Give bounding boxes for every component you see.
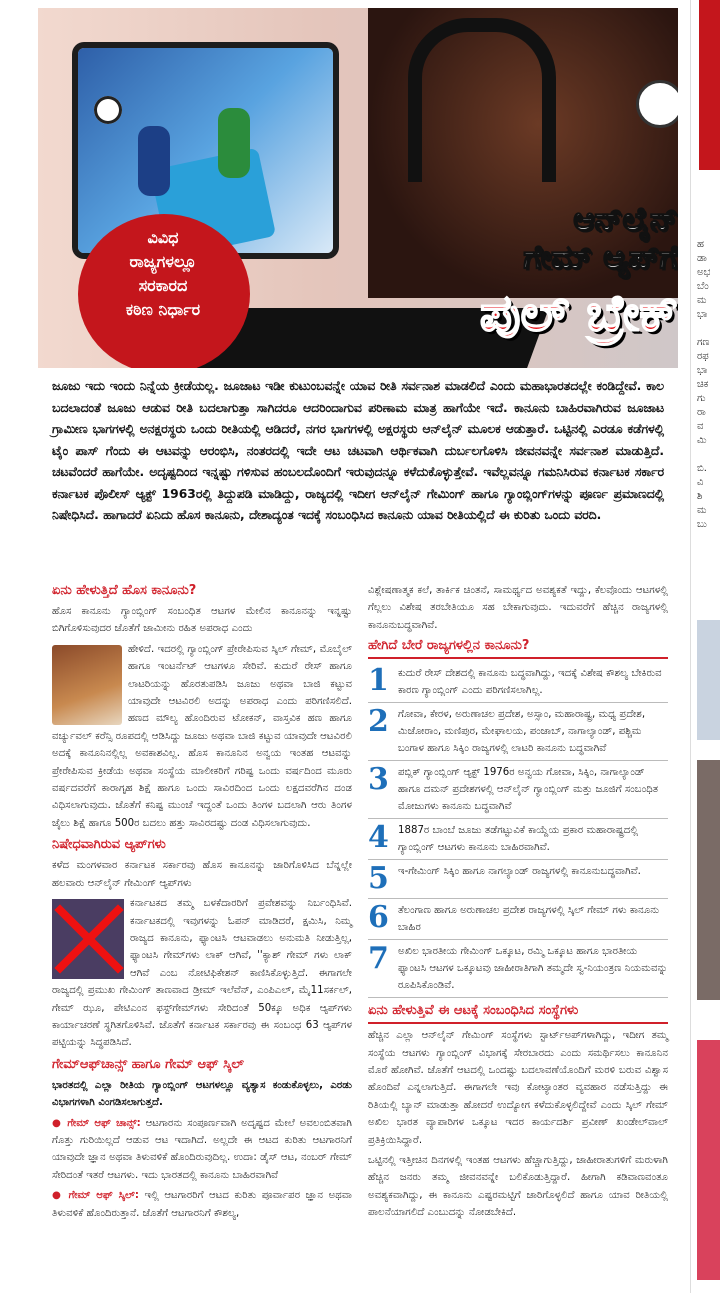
hero-banner [38, 8, 678, 368]
section-heading: ಹೇಗಿದೆ ಬೇರೆ ರಾಜ್ಯಗಳಲ್ಲಿನ ಕಾನೂನು? [368, 637, 668, 659]
bullet-label: ಗೇಮ್ ಆಫ್ ಚಾನ್ಸ್: [67, 1117, 141, 1129]
item-text: ತೆಲಂಗಾಣ ಹಾಗೂ ಅರುಣಾಚಲ ಪ್ರದೇಶ ರಾಜ್ಯಗಳಲ್ಲಿ ಸ್ಕಿಲ್ ಗೇಮ್ ಗಳು ಕಾನೂನು ಬಾಹಿರ [398, 905, 660, 934]
paragraph: ಹೇಳಿದೆ. ಇದರಲ್ಲಿ ಗ್ಯಾಂಬ್ಲಿಂಗ್ ಪ್ರೇರೇಪಿಸುವ ಸ್ಕಿಲ್ ಗೇಮ್, ಮೊಬೈಲ್ ಹಾಗೂ ಇಂಟರ್ನೆಟ್ ಆಟಗಳೂ ಸೇರಿವೆ. ಕುದುರೆ ರೇಸ್ ಹಾಗೂ ಲಾಟರಿಯನ್ನು ಹೊರತುಪಡಿಸಿ ಜೂಜು ಅಥವಾ ಬಾಜಿ ಕಟ್ಟುವ ಯಾವುದೇ ಆಟವಿರಲಿ ಅದನ್ನು ಅಪರಾಧ ಎಂದು ಪರಿಗಣಿಸಲಿದೆ. ಹಣದ ಮೌಲ್ಯ ಹೊಂದಿರುವ ಟೋಕನ್, ವಾಸ್ತವಿಕ ಹಣ ಹಾಗೂ ವರ್ಚ್ಯುವಲ್ ಕರೆನ್ಸಿ ರೂಪದಲ್ಲಿ ಆಡಿಸಿದ್ದು ಜೂಜು ಅಥವಾ ಬಾಜಿ ಕಟ್ಟುವ ಯಾವುದೇ ಆಟವಿರಲಿ ಅದಕ್ಕೆ ಕಾನೂನಿನಲ್ಲಿಲ್ಲ ಅವಕಾಶವಿಲ್ಲ. ಹೊಸ ಕಾನೂನಿನ ಅನ್ವಯ ಇಂತಹ ಆಟವನ್ನು ಪ್ರೇರೇಪಿಸುವ ಕ್ರೀಡೆಯ ಅಥವಾ ಸಂಸ್ಥೆಯ ಮಾಲೀಕರಿಗೆ ಗರಿಷ್ಟ ಒಂದು ವರ್ಷದಿಂದ ಮೂರು ವರ್ಷದವರೆಗೆ ಕಾರಾಗೃಹ ಶಿಕ್ಷೆ ಹಾಗೂ ಒಂದು ಸಾವಿರದಿಂದ ಒಂದು ಲಕ್ಷದವರೆಗಿನ ದಂಡ ವಿಧಿಸಲಾಗುವುದು. ಜೊತೆಗೆ ಕನಿಷ್ಟ ಮುಂಚೆ ಇದ್ದಂತೆ ಒಂದು ತಿಂಗಳ ಬದಲಾಗಿ ಆರು ತಿಂಗಳ ಜೈಲು ಶಿಕ್ಷೆ ಹಾಗೂ 500ರ ಬದಲು ಹತ್ತು ಸಾವಿರದಷ್ಟು ದಂಡ ವಿಧಿಸಲಾಗುವುದು. [52, 643, 352, 829]
adjacent-photo [697, 620, 720, 740]
bullet-text: ಆಟಗಾರನು ಸಂಪೂರ್ಣವಾಗಿ ಅದೃಷ್ಟದ ಮೇಲೆ ಅವಲಂಬಿತವಾಗಿ ಗೊತ್ತು ಗುರಿಯಿಲ್ಲದೆ ಆಡುವ ಆಟ ಇದಾಗಿದೆ. ಅಲ್ಲದೇ ಈ ಆಟದ ಕುರಿತು ಆಟಗಾರನಿಗೆ ಯಾವುದೇ ಜ್ಞಾನ ಅಥವಾ ತಿಳುವಳಿಕೆ ಹೊಂದಿರುವುದಿಲ್ಲ. ಉದಾ: ಡೈಸ್ ಆಟ, ನಂಬರ್ ಗೇಮ್ ಸೇರಿದಂತೆ ಇತರೆ ಆಟಗಳು. ಇದು ಭಾರತದಲ್ಲಿ ಕಾನೂನು ಬಾಹಿರವಾಗಿವೆ [52, 1117, 352, 1181]
paragraph: ಭಾರತದಲ್ಲಿ ಎಲ್ಲಾ ರೀತಿಯ ಗ್ಯಾಂಬ್ಲಿಂಗ್ ಆಟಗಳಲ್ಲೂ ವ್ಯತ್ಯಾಸ ಕಂಡುಕೊಳ್ಳಲು, ಎರಡು ವಿಭಾಗಗಳಾಗಿ ವಿಂಗಡಿಸಲಾಗುತ್ತದೆ. [52, 1079, 352, 1109]
numbered-item [368, 662, 668, 703]
headline-line: ಗೇಮ್ ಆ್ಯಪ್‌ಗೆ [523, 238, 678, 276]
item-number: 2 [368, 704, 389, 740]
circle-line: ಸರಕಾರದ [138, 276, 188, 295]
rail-line: ಅಭ [697, 267, 711, 278]
numbered-item [368, 703, 668, 761]
wall-clock-icon [636, 80, 678, 128]
numbered-item [368, 899, 668, 940]
item-text: ಕುದುರೆ ರೇಸ್ ದೇಶದಲ್ಲಿ ಕಾನೂನು ಬದ್ಧವಾಗಿದ್ದು, ಇದಕ್ಕೆ ವಿಶೇಷ ಕೌಶಲ್ಯ ಬೇಕಿರುವ ಕಾರಣ ಗ್ಯಾಂಬ್ಲಿಂಗ್ ಎಂದು ಪರಿಗಣಿಸಲಾಗಿಲ್ಲ. [398, 668, 662, 697]
adjacent-photo [697, 1040, 720, 1280]
rail-line: ರಾ [697, 407, 706, 418]
bullet-text: ಇಲ್ಲಿ ಆಟಗಾರರಿಗೆ ಆಟದ ಕುರಿತು ಪೂರ್ವಾಪರ ಜ್ಞಾನ ಅಥವಾ ತಿಳುವಳಿಕೆ ಹೊಂದಿರುತ್ತಾನೆ. ಜೊತೆಗೆ ಆಟಗಾರನಿಗೆ ಕೌಶಲ್ಯ, [52, 1190, 353, 1219]
item-text: ಗೋವಾ, ಕೇರಳ, ಅರುಣಾಚಲ ಪ್ರದೇಶ, ಅಸ್ಸಾಂ, ಮಹಾರಾಷ್ಟ್ರ, ಮಧ್ಯ ಪ್ರದೇಶ, ಮಿಜೋರಾಂ, ಮಣಿಪುರ, ಮೇಘಾಲಯ, ಪಂಜಾಬ್, ನಾಗಾಲ್ಯಾಂಡ್, ಪಶ್ಚಿಮ ಬಂಗಾಳ ಹಾಗೂ ಸಿಕ್ಕಿಂ ರಾಜ್ಯಗಳಲ್ಲಿ ಲಾಟರಿ ಕಾನೂನು ಬದ್ಧವಾಗಿವೆ [398, 709, 646, 755]
bullet-icon: ● [52, 1190, 64, 1202]
rail-line: ಚಿಕ [697, 379, 709, 390]
adjacent-red-banner [699, 0, 720, 170]
headline-top [418, 200, 678, 276]
rail-line: ವಿ [697, 477, 704, 488]
rail-line: ರಫ [697, 351, 709, 362]
rail-line: ಮ [697, 295, 707, 306]
rail-line: ಗು [697, 393, 706, 404]
item-text: ಪಬ್ಲಿಕ್ ಗ್ಯಾಂಬ್ಲಿಂಗ್ ಆ್ಯಕ್ಟ್ 1976ರ ಅನ್ವಯ ಗೋವಾ, ಸಿಕ್ಕಿಂ, ನಾಗಾಲ್ಯಾಂಡ್ ಹಾಗೂ ದಮನ್ ಪ್ರದೇಶಗಳಲ್ಲಿ ಆನ್‌ಲೈನ್ ಗ್ಯಾಂಬ್ಲಿಂಗ್ ಮತ್ತು ಜೂಜಿಗೆ ಸಂಬಂಧಿತ ಮೋಜುಗಳು ಕಾನೂನು ಬದ್ಧವಾಗಿವೆ [398, 767, 659, 813]
rail-line: ಹ [697, 239, 704, 250]
rail-line: ಮಿ [697, 435, 707, 446]
rail-line: ಶಿ [697, 491, 703, 502]
numbered-item [368, 940, 668, 998]
rail-line: ಡಾ [697, 253, 707, 264]
right-column [368, 582, 668, 1225]
adjacent-photo [697, 760, 720, 1000]
bullet-paragraph [52, 1115, 352, 1185]
player-figure [138, 126, 170, 196]
rail-line: ಬೆಂ [697, 281, 709, 292]
rail-line: ಬಿ. [697, 463, 707, 474]
left-column [52, 582, 352, 1225]
headline-line: ಆನ್‌ಲೈನ್ [573, 200, 678, 238]
numbered-item [368, 761, 668, 819]
section-heading: ಗೇಮ್‌ಆಫ್‌ಚಾನ್ಸ್ ಹಾಗೂ ಗೇಮ್ ಆಫ್ ಸ್ಕಿಲ್ [52, 1056, 244, 1072]
banned-apps-image [52, 899, 124, 979]
item-number: 3 [368, 762, 389, 798]
bullet-label: ಗೇಮ್ ಆಫ್ ಸ್ಕಿಲ್: [68, 1190, 140, 1202]
gavel-image [52, 645, 122, 725]
rail-line: ಗಣ [697, 337, 710, 348]
rail-line: ವ [697, 421, 704, 432]
rail-line: ಭಾ [697, 309, 708, 320]
intro-paragraph: ಜೂಜು ಇದು ಇಂದು ನಿನ್ನೆಯ ಕ್ರೀಡೆಯಲ್ಲ. ಜೂಜಾಟ ಇಡೀ ಕುಟುಂಬವನ್ನೇ ಯಾವ ರೀತಿ ಸರ್ವನಾಶ ಮಾಡಲಿದೆ ಎಂದು ಮಹಾಭಾರತದಲ್ಲೇ ಕಂಡಿದ್ದೇವೆ. ಕಾಲ ಬದಲಾದಂತೆ ಜೂಜು ಆಡುವ ರೀತಿ ಬದಲಾಗುತ್ತಾ ಸಾಗಿದರೂ ಆದರಿಂದಾಗುವ ಪರಿಣಾಮ ಮಾತ್ರ ಹಾಗೆಯೇ ಇದೆ. ಕಾನೂನು ಬಾಹಿರವಾಗಿರುವ ಜೂಜಾಟ ಗ್ರಾಮೀಣ ಭಾಗಗಳಲ್ಲಿ ಅನಕ್ಷರಸ್ಥರು ಒಂದು ರೀತಿಯಲ್ಲಿ ಆಡಿದರೆ, ನಗರ ಭಾಗಗಳಲ್ಲಿ ಅಕ್ಷರಸ್ಥರು ಆನ್‌ಲೈನ್ ಮೂಲಕ ಆಡುತ್ತಾರೆ. ಒಟ್ಟಿನಲ್ಲಿ ಎರಡೂ ಕಡೆಗಳಲ್ಲಿ ಟೈಂ ಪಾಸ್ ಗೆಂದು ಈ ಆಟವನ್ನು ಆರಂಭಿಸಿ, ನಂತರದಲ್ಲಿ ಇದೇ ಆಟ ಚಟವಾಗಿ ಆರ್ಥಿಕವಾಗಿ ದುರ್ಬಲಗೊಳಿಸಿ ಜೀವನವನ್ನೇ ಸರ್ವನಾಶ ಮಾಡುತ್ತಿದೆ. ಚಟವೆಂದರೆ ಹಾಗೆಯೇ. ಅದೃಷ್ಟದಿಂದ ಇನ್ನಷ್ಟು ಗಳಿಸುವ ಹಂಬಲದೊಂದಿಗೆ ಇರುವುದನ್ನೂ ಕಳೆದುಕೊಳ್ಳುತ್ತೇವೆ. ಇವೆಲ್ಲವನ್ನೂ ಗಮನಿಸಿರುವ ಕರ್ನಾಟಕ ಸರ್ಕಾರ ಕರ್ನಾಟಕ ಪೊಲೀಸ್ ಆ್ಯಕ್ಟ್ 1963ರಲ್ಲಿ ತಿದ್ದುಪಡಿ ಮಾಡಿದ್ದು, ರಾಜ್ಯದಲ್ಲಿ ಇದೀಗ ಆನ್‌ಲೈನ್ ಗೇಮಿಂಗ್ ಹಾಗೂ ಗ್ಯಾಂಬ್ಲಿಂಗ್‌ಗಳನ್ನು ಪೂರ್ಣ ಪ್ರಮಾಣದಲ್ಲಿ ನಿಷೇಧಿಸಿದೆ. ಹಾಗಾದರೆ ಏನಿದು ಹೊಸ ಕಾನೂನು, ದೇಶಾದ್ಯಂತ ಇದಕ್ಕೆ ಸಂಬಂಧಿಸಿದ ಕಾನೂನು ಯಾವ ರೀತಿಯಲ್ಲಿದೆ ಈ ಕುರಿತು ಒಂದು ವರದಿ. [52, 379, 664, 522]
paragraph: ಒಟ್ಟಿನಲ್ಲಿ ಇತ್ತೀಚಿನ ದಿನಗಳಲ್ಲಿ ಇಂತಹ ಆಟಗಳು ಹೆಚ್ಚಾಗುತ್ತಿದ್ದು, ಜಾಹೀರಾತುಗಳಿಗೆ ಮರುಳಾಗಿ ಹೆಚ್ಚಿನ ಜನರು ತಮ್ಮ ಜೀವನವನ್ನೇ ಬಲಿಕೊಡುತ್ತಿದ್ದಾರೆ. ಹೀಗಾಗಿ ಕಡಿವಾಣವಂತೂ ಅವಶ್ಯಕವಾಗಿದ್ದು, ಈ ಕಾನೂನು ಎಷ್ಟರಮಟ್ಟಿಗೆ ಜಾರಿಗೊಳ್ಳಲಿದೆ ಹಾಗೂ ಯಾವ ರೀತಿಯಲ್ಲಿ ಪಾಲನೆಯಾಗಲಿದೆ ಎಂಬುದನ್ನು ನೋಡಬೇಕಿದೆ. [368, 1155, 668, 1219]
item-number: 5 [368, 861, 389, 897]
circle-line: ಕಠಿಣ ನಿರ್ಧಾರ [125, 300, 201, 319]
headline-main: ಪುಲ್ ಬ್ರೇಕ್ [479, 283, 678, 342]
bullet-paragraph [52, 1187, 352, 1222]
highlight-circle-text [88, 226, 238, 322]
item-text: ಇ-ಗೇಮಿಂಗ್ ಸಿಕ್ಕಿಂ ಹಾಗೂ ನಾಗಲ್ಯಾಂಡ್ ರಾಜ್ಯಗಳಲ್ಲಿ ಕಾನೂನುಬದ್ಧವಾಗಿವೆ. [398, 866, 641, 878]
numbered-item [368, 860, 668, 899]
paragraph: ಹೊಸ ಕಾನೂನು ಗ್ಯಾಂಬ್ಲಿಂಗ್ ಸಂಬಂಧಿತ ಆಟಗಳ ಮೇಲಿನ ಕಾನೂನನ್ನು ಇನ್ನಷ್ಟು ಬಿಗಿಗೊಳಿಸುವುದರ ಜೊತೆಗೆ ಜಾಮೀನು ರಹಿತ ಅಪರಾಧ ಎಂದು [52, 606, 352, 635]
rail-line: ಬು [697, 519, 707, 530]
rail-line: ಮ [697, 505, 707, 516]
player-figure [218, 108, 250, 178]
item-number: 1 [368, 663, 389, 699]
item-text: 1887ರ ಬಾಂಬೆ ಜೂಜು ತಡೆಗಟ್ಟುವಿಕೆ ಕಾಯ್ದೆಯ ಪ್ರಕಾರ ಮಹಾರಾಷ್ಟ್ರದಲ್ಲಿ ಗ್ಯಾಂಬ್ಲಿಂಗ್ ಆಟಗಳು ಕಾನೂನು ಬಾಹಿರವಾಗಿವೆ. [398, 825, 639, 854]
circle-line: ರಾಜ್ಯಗಳಲ್ಲೂ [129, 252, 197, 271]
section-heading: ಏನು ಹೇಳುತ್ತಿವೆ ಈ ಆಟಕ್ಕೆ ಸಂಬಂಧಿಸಿದ ಸಂಸ್ಥೆಗಳು [368, 1002, 668, 1024]
rail-line [697, 448, 720, 462]
circle-line: ವಿವಿಧ [147, 228, 179, 247]
section-heading: ಏನು ಹೇಳುತ್ತಿದೆ ಹೊಸ ಕಾನೂನು? [52, 583, 197, 598]
rail-line: ಭಾ [697, 365, 708, 376]
adjacent-text [697, 238, 720, 532]
paragraph: ಕಳೆದ ಮಂಗಳವಾರ ಕರ್ನಾಟಕ ಸರ್ಕಾರವು ಹೊಸ ಕಾನೂನನ್ನು ಜಾರಿಗೊಳಿಸಿದ ಬೆನ್ನಲ್ಲೇ ಹಲವಾರು ಆನ್‌ಲೈನ್ ಗೇಮಿಂಗ್ ಆ್ಯಪ್‌ಗಳು [52, 860, 352, 889]
item-number: 7 [368, 941, 389, 977]
numbered-item [368, 819, 668, 860]
paragraph: ವಿಶ್ಲೇಷಣಾತ್ಮಕ ಕಲೆ, ತಾರ್ಕಿಕ ಚಿಂತನೆ, ಸಾಮರ್ಥ್ಯದ ಅವಶ್ಯಕತೆ ಇದ್ದು, ಕೆಲವೊಂದು ಆಟಗಳಲ್ಲಿ ಗೆಲ್ಲಲು ವಿಶೇಷ ತರಬೇತಿಯೂ ಸಹ ಬೇಕಾಗುವುದು. ಇದುವರೆಗೆ ಹೆಚ್ಚಿನ ರಾಜ್ಯಗಳಲ್ಲಿ ಕಾನೂನುಬದ್ಧವಾಗಿವೆ. [368, 585, 668, 631]
headset-icon [408, 18, 556, 182]
paragraph: ಹೆಚ್ಚಿನ ಎಲ್ಲಾ ಆನ್‌ಲೈನ್ ಗೇಮಿಂಗ್ ಸಂಸ್ಥೆಗಳು ಸ್ಟಾರ್ಟ್‌ಅಪ್‌ಗಳಾಗಿದ್ದು, ಇದೀಗ ತಮ್ಮ ಸಂಸ್ಥೆಯ ಆಟಗಳು ಗ್ಯಾಂಬ್ಲಿಂಗ್ ವಿಭಾಗಕ್ಕೆ ಸೇರಬಾರದು ಎಂದು ಸಮರ್ಥಿಸಲು ಕಾನೂನಿನ ಮೊರೆ ಹೋಗಿವೆ. ಜೊತೆಗೆ ಆಟದಲ್ಲಿ ಒಂದಷ್ಟು ಬದಲಾವಣೆಯೊಂದಿಗೆ ಮರಳಿ ಬರುವ ವಿಶ್ವಾಸ ಹೊಂದಿವೆ ಎನ್ನಲಾಗುತ್ತಿದೆ. ಈಗಾಗಲೇ ಇವು ಕೋಟ್ಯಾಂತರ ವ್ಯವಹಾರ ನಡೆಸುತ್ತಿದ್ದು ಈ ರಿತಿಯಲ್ಲಿ ಬ್ಯಾನ್ ಮಾಡುತ್ತಾ ಹೋದರೆ ಉದ್ಯೋಗ ಕಳೆದುಕೊಳ್ಳಲಿದ್ದೇವೆ ಎಂದು ಸ್ಕಿಲ್ ಗೇಮ್ ಅಖಿಲ ಭಾರತ ವ್ಯಾಪಾರಿಗಳ ಒಕ್ಕೂಟ ಇದರ ಕಾರ್ಯದರ್ಶಿ ಪ್ರವೀಣ್ ಖಂಡೇಲ್‌ವಾಲ್ ಪ್ರತಿಕ್ರಿಯಿಸಿದ್ದಾರೆ. [368, 1030, 668, 1146]
newspaper-page [38, 8, 678, 1278]
football-icon [94, 96, 122, 124]
bullet-icon: ● [52, 1117, 63, 1129]
item-number: 4 [368, 820, 389, 856]
item-text: ಅಖಿಲ ಭಾರತೀಯ ಗೇಮಿಂಗ್ ಒಕ್ಕೂಟ, ರಮ್ಮಿ ಒಕ್ಕೂಟ ಹಾಗೂ ಭಾರತೀಯ ಫ್ಯಾಂಟಸಿ ಆಟಗಳ ಒಕ್ಕೂಟವು ಜಾಹೀರಾತಿಗಾಗಿ ತಮ್ಮದೇ ಸ್ವ-ನಿಯಂತ್ರಣ ನಿಯಮವನ್ನು ರೂಪಿಸಿಕೊಂಡಿವೆ. [398, 946, 668, 992]
rail-line [697, 322, 720, 336]
adjacent-article-strip [690, 0, 720, 1293]
paragraph: ಕರ್ನಾಟಕದ ತಮ್ಮ ಬಳಕೆದಾರರಿಗೆ ಪ್ರವೇಶವನ್ನು ನಿರ್ಬಂಧಿಸಿವೆ. ಕರ್ನಾಟಕದಲ್ಲಿ ಇವುಗಳನ್ನು ಓಪನ್ ಮಾಡಿದರೆ, ಕ್ಷಮಿಸಿ, ನಿಮ್ಮ ರಾಜ್ಯದ ಕಾನೂನು, ಫ್ಯಾಂಟಸಿ ಆಟವಾಡಲು ಅನುಮತಿ ನೀಡುತ್ತಿಲ್ಲ, ಫ್ಯಾಂಟಸಿ ಗೇಮ್‌ಗಳು ಲಾಕ್ ಆಗಿವೆ, ''ಕ್ಯಾಶ್ ಗೇಮ್ ಗಳು ಲಾಕ್ ಆಗಿವೆ ಎಂಬ ನೋಟಿಫಿಕೇಶನ್ ಕಾಣಿಸಿಕೊಳ್ಳುತ್ತಿದೆ. ಈಗಾಗಲೇ ರಾಜ್ಯದಲ್ಲಿ ಪ್ರಮುಖ ಗೇಮಿಂಗ್ ತಾಣವಾದ ಡ್ರೀಮ್ ಇಲೆವೆನ್, ಎಂಪಿಎಲ್, ಮೈ11ಸರ್ಕಲ್, ಗೇಮ್ ಝೂ, ಪೇಟಿಎಂನ ಫಸ್ಟ್‌ಗೇಮ್‌ಗಳು ಸೇರಿದಂತೆ 50ಕ್ಕೂ ಅಧಿಕ ಆ್ಯಪ್‌ಗಳು ಕಾರ್ಯಾಚರಣೆ ಸ್ಥಗಿತಗೊಳಿಸಿವೆ. ಜೊತೆಗೆ ಕರ್ನಾಟಕ ಸರ್ಕಾರವು ಈ ಸಂಬಂಧ 63 ಆ್ಯಪ್‌ಗಳ ಪಟ್ಟಿಯನ್ನು ಸಿದ್ಧಪಡಿಸಿದೆ. [52, 898, 352, 1049]
item-number: 6 [368, 900, 389, 936]
section-heading: ನಿಷೇಧವಾಗಿರುವ ಆ್ಯಪ್‌ಗಳು [52, 837, 166, 853]
